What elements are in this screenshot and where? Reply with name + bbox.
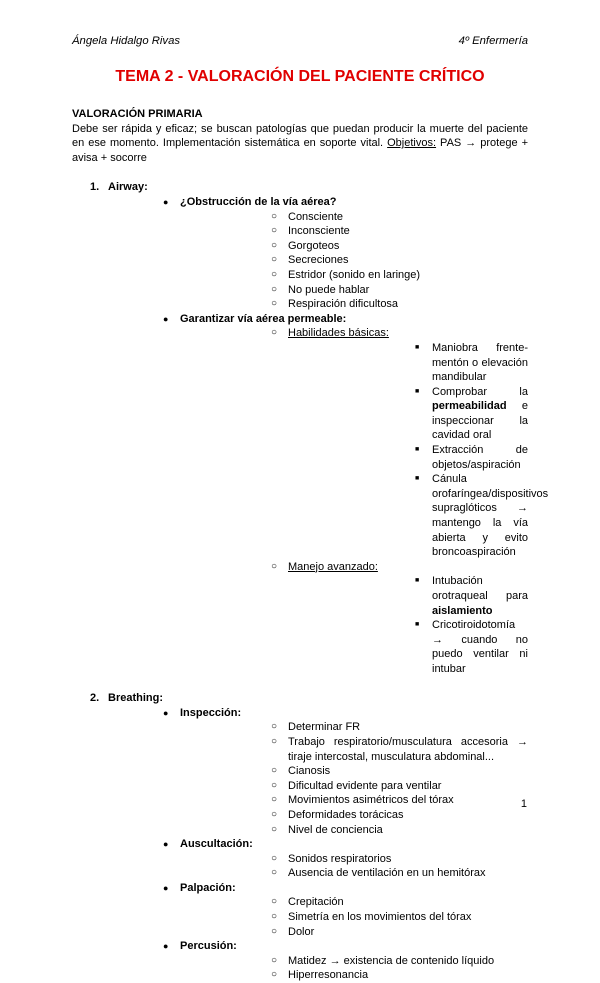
bullet-circle-icon: ○ (271, 239, 278, 251)
list-item-palpation (108, 881, 528, 939)
list-item (180, 224, 528, 239)
bullet-circle-icon: ○ (271, 254, 278, 266)
list-item (180, 793, 528, 808)
list-item (180, 239, 528, 254)
list-item (180, 283, 528, 298)
bullet-square-icon: ■ (415, 446, 420, 454)
bullet-circle-icon: ○ (271, 867, 278, 879)
list-item (180, 954, 528, 969)
item-text: Trabajo respiratorio/musculatura accesoria → tiraje intercostal, musculatura abdominal... (288, 735, 528, 763)
list-item-inspection (108, 706, 528, 837)
list-item-breathing (72, 691, 528, 983)
item-text: Ausencia de ventilación en un hemitórax (288, 867, 486, 880)
bullet-disc-icon: ● (163, 313, 169, 324)
list-item (288, 472, 549, 560)
list-item (180, 764, 528, 779)
list-item (180, 968, 528, 983)
palpation-label: Palpación: (180, 881, 236, 894)
bullet-square-icon: ■ (415, 387, 420, 395)
list-item (180, 210, 528, 225)
bullet-circle-icon: ○ (271, 911, 278, 923)
obstruction-label: ¿Obstrucción de la vía aérea? (180, 195, 337, 208)
bullet-disc-icon: ● (163, 196, 169, 207)
bullet-circle-icon: ○ (271, 560, 278, 572)
bullet-disc-icon: ● (163, 707, 169, 718)
bullet-circle-icon: ○ (271, 925, 278, 937)
intro-text: Debe ser rápida y eficaz; se buscan patologías que puedan producir la muerte del paciente en ese momento. Implementación sistemática en soporte vital. (72, 122, 528, 150)
header-author: Ángela Hidalgo Rivas (72, 35, 181, 47)
list-item (180, 895, 528, 910)
section-heading-primary: VALORACIÓN PRIMARIA (72, 108, 203, 120)
bullet-square-icon: ■ (415, 621, 420, 629)
bullet-circle-icon: ○ (271, 268, 278, 280)
breathing-sublist (108, 706, 528, 983)
bullet-circle-icon: ○ (271, 794, 278, 806)
bullet-circle-icon: ○ (271, 823, 278, 835)
list-item (288, 443, 528, 472)
bullet-circle-icon: ○ (271, 735, 278, 747)
item-text: Cianosis (288, 765, 331, 778)
item-text: Comprobar la (432, 385, 528, 398)
item-text: Determinar FR (288, 721, 361, 734)
auscultation-label: Auscultación: (180, 838, 253, 851)
bullet-circle-icon: ○ (271, 225, 278, 237)
bullet-square-icon: ■ (415, 475, 420, 483)
item-text: e inspeccionar la cavidad oral (432, 400, 528, 442)
guarantee-label: Garantizar vía aérea permeable: (180, 312, 347, 325)
bullet-circle-icon: ○ (271, 210, 278, 222)
bullet-disc-icon: ● (163, 882, 169, 893)
bullet-square-icon: ■ (415, 577, 420, 585)
document-body (72, 107, 549, 983)
page-title: TEMA 2 - VALORACIÓN DEL PACIENTE CRÍTICO (115, 68, 485, 85)
list-item (288, 618, 528, 676)
inspection-label: Inspección: (180, 706, 242, 719)
advanced-list (288, 574, 528, 676)
list-item (180, 268, 528, 283)
item-text: Movimientos asimétricos del tórax (288, 794, 454, 807)
item-text: Matidez → existencia de contenido líquido (288, 954, 495, 967)
list-item (180, 823, 528, 838)
item-text: Gorgoteos (288, 239, 340, 252)
item-text: Simetría en los movimientos del tórax (288, 911, 472, 924)
page-number: 1 (520, 798, 527, 810)
item-text: Estridor (sonido en laringe) (288, 268, 421, 281)
list-item-basic-skills (180, 326, 549, 560)
bullet-circle-icon: ○ (271, 969, 278, 981)
item-text: Consciente (288, 210, 344, 223)
item-text: Dolor (288, 925, 315, 938)
list-item (180, 253, 528, 268)
bullet-circle-icon: ○ (271, 765, 278, 777)
bullet-circle-icon: ○ (271, 327, 278, 339)
auscultation-list (180, 852, 528, 881)
objectives-label: Objetivos: (387, 137, 437, 150)
list-item (180, 720, 528, 735)
intro-paragraph (72, 122, 528, 166)
item-bold-text: permeabilidad (432, 400, 507, 413)
list-item-auscultation (108, 837, 528, 881)
bullet-circle-icon: ○ (271, 954, 278, 966)
item-text: Cricotiroidotomía → cuando no puedo ventilar ni intubar (432, 619, 528, 675)
breathing-label: Breathing: (108, 692, 163, 705)
airway-sublist (108, 195, 549, 677)
abc-list (72, 180, 549, 983)
percussion-label: Percusión: (180, 940, 237, 953)
bullet-circle-icon: ○ (271, 298, 278, 310)
bullet-disc-icon: ● (163, 941, 169, 952)
item-text: No puede hablar (288, 283, 370, 296)
item-text: Hiperresonancia (288, 969, 369, 982)
header-course: 4º Enfermería (458, 35, 528, 47)
item-text: Maniobra frente-mentón o elevación mandibular (432, 341, 528, 384)
basic-skills-list (288, 341, 549, 560)
item-text: Respiración dificultosa (288, 298, 399, 311)
list-item (288, 341, 528, 385)
list-item-guarantee (108, 312, 549, 677)
list-item-airway (72, 180, 549, 676)
item-bold-text: aislamiento (432, 604, 493, 617)
list-item (180, 866, 528, 881)
objectives-text: PAS → protege + avisa + socorre (72, 137, 528, 164)
item-text: Dificultad evidente para ventilar (288, 779, 442, 792)
list-item-obstruction (108, 195, 528, 312)
advanced-label: Manejo avanzado: (288, 560, 378, 573)
item-text: Sonidos respiratorios (288, 852, 392, 865)
list-item-percussion (108, 939, 528, 983)
item-text: Inconsciente (288, 225, 350, 238)
percussion-list (180, 954, 528, 983)
airway-number: 1. (90, 181, 100, 194)
obstruction-list (180, 210, 528, 312)
item-text: Cánula orofaríngea/dispositivos supraglóticos → mantengo la vía abierta y evito broncoaspiración (432, 473, 549, 559)
item-text: Nivel de conciencia (288, 823, 383, 836)
airway-label: Airway: (108, 181, 148, 194)
guarantee-list (180, 326, 549, 676)
list-item (180, 852, 528, 867)
item-text: Secreciones (288, 254, 349, 267)
bullet-circle-icon: ○ (271, 779, 278, 791)
item-text: Crepitación (288, 896, 344, 909)
bullet-square-icon: ■ (415, 343, 420, 351)
palpation-list (180, 895, 528, 939)
list-item (180, 910, 528, 925)
list-item (180, 808, 528, 823)
item-text: Extracción de objetos/aspiración (432, 444, 528, 471)
list-item (180, 925, 528, 940)
breathing-number: 2. (90, 692, 100, 705)
bullet-disc-icon: ● (163, 839, 169, 850)
bullet-circle-icon: ○ (271, 808, 278, 820)
list-item-advanced (180, 560, 528, 677)
list-item (180, 297, 528, 312)
basic-skills-label: Habilidades básicas: (288, 327, 389, 340)
list-item (288, 574, 528, 618)
bullet-circle-icon: ○ (271, 852, 278, 864)
list-item (180, 779, 528, 794)
list-item (288, 385, 528, 443)
bullet-circle-icon: ○ (271, 283, 278, 295)
inspection-list (180, 720, 528, 837)
bullet-circle-icon: ○ (271, 896, 278, 908)
list-item (180, 735, 528, 764)
item-text: Deformidades torácicas (288, 808, 404, 821)
bullet-circle-icon: ○ (271, 721, 278, 733)
item-text: Intubación orotraqueal para (432, 575, 528, 602)
